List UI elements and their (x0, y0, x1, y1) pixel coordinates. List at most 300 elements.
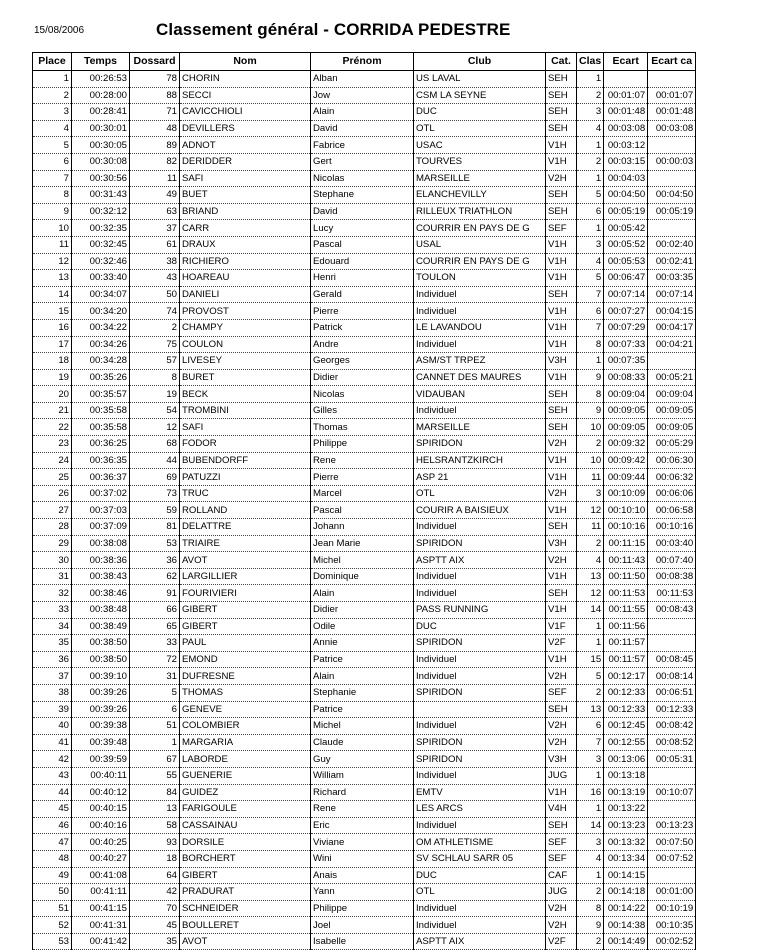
table-cell: 3 (33, 104, 72, 121)
table-cell: 00:39:26 (72, 701, 130, 718)
table-cell: 00:07:52 (648, 850, 696, 867)
table-cell: 00:07:14 (604, 286, 648, 303)
table-cell: 00:36:25 (72, 436, 130, 453)
table-cell: LIVESEY (180, 353, 311, 370)
table-cell: 25 (33, 469, 72, 486)
table-cell: 00:11:53 (604, 585, 648, 602)
table-cell: OM ATHLETISME (414, 834, 546, 851)
table-cell: PROVOST (180, 303, 311, 320)
table-cell: COURIR A BAISIEUX (414, 502, 546, 519)
table-cell: 16 (577, 784, 604, 801)
table-cell: 67 (130, 751, 180, 768)
table-cell: FODOR (180, 436, 311, 453)
table-cell: AVOT (180, 552, 311, 569)
table-cell: 88 (130, 87, 180, 104)
table-cell: 45 (130, 917, 180, 934)
table-cell: 00:11:50 (604, 568, 648, 585)
table-cell: V1H (546, 253, 577, 270)
table-cell: SEH (546, 701, 577, 718)
table-row (33, 801, 696, 818)
table-row (33, 867, 696, 884)
table-cell: SEF (546, 850, 577, 867)
table-cell: 1 (577, 353, 604, 370)
table-cell: Isabelle (311, 933, 414, 950)
table-cell: 00:03:08 (604, 120, 648, 137)
table-cell: 00:08:14 (648, 668, 696, 685)
table-cell: 61 (130, 236, 180, 253)
table-cell: 00:02:40 (648, 236, 696, 253)
table-cell: 19 (130, 386, 180, 403)
table-cell: CHAMPY (180, 319, 311, 336)
table-cell: SEF (546, 220, 577, 237)
table-cell: 00:30:01 (72, 120, 130, 137)
table-cell: 47 (33, 834, 72, 851)
table-cell: 00:07:40 (648, 552, 696, 569)
table-cell: SEF (546, 834, 577, 851)
table-cell: BOULLERET (180, 917, 311, 934)
table-cell: 27 (33, 502, 72, 519)
table-cell: DUC (414, 104, 546, 121)
table-cell: 11 (33, 236, 72, 253)
table-cell: SEH (546, 203, 577, 220)
table-cell: 00:39:26 (72, 684, 130, 701)
table-cell: 00:11:57 (604, 635, 648, 652)
table-cell: SEH (546, 120, 577, 137)
table-cell: DUFRESNE (180, 668, 311, 685)
table-cell: 23 (33, 436, 72, 453)
table-cell: 64 (130, 867, 180, 884)
table-cell: 48 (33, 850, 72, 867)
table-cell: 00:13:19 (604, 784, 648, 801)
table-cell: FOURIVIERI (180, 585, 311, 602)
table-cell: 00:39:59 (72, 751, 130, 768)
table-cell: Pierre (311, 469, 414, 486)
table-cell: JUG (546, 884, 577, 901)
table-row (33, 253, 696, 270)
table-cell: VIDAUBAN (414, 386, 546, 403)
table-cell: 6 (577, 303, 604, 320)
table-cell: 28 (33, 519, 72, 536)
table-cell: Gerald (311, 286, 414, 303)
table-row (33, 270, 696, 287)
table-cell: 35 (130, 933, 180, 950)
table-cell: V1H (546, 602, 577, 619)
table-cell: 00:32:46 (72, 253, 130, 270)
table-cell: 74 (130, 303, 180, 320)
table-cell: Individuel (414, 336, 546, 353)
col-header: Ecart (604, 53, 648, 71)
table-cell: 26 (33, 485, 72, 502)
table-cell: 00:09:44 (604, 469, 648, 486)
table-cell: 1 (33, 71, 72, 88)
table-row (33, 137, 696, 154)
table-cell: TOULON (414, 270, 546, 287)
table-cell: CHORIN (180, 71, 311, 88)
table-cell: Joel (311, 917, 414, 934)
table-cell (648, 71, 696, 88)
table-cell: 53 (33, 933, 72, 950)
col-header: Cat. (546, 53, 577, 71)
table-cell: USAC (414, 137, 546, 154)
table-cell: 00:35:57 (72, 386, 130, 403)
table-cell: GIBERT (180, 867, 311, 884)
table-cell: 00:34:26 (72, 336, 130, 353)
table-cell: V1H (546, 153, 577, 170)
table-cell: 9 (33, 203, 72, 220)
table-cell: COURRIR EN PAYS DE G (414, 220, 546, 237)
table-cell: 00:40:16 (72, 817, 130, 834)
table-cell: 00:05:53 (604, 253, 648, 270)
table-cell: RILLEUX TRIATHLON (414, 203, 546, 220)
table-cell: 00:14:22 (604, 900, 648, 917)
date-label: 15/08/2006 (34, 25, 85, 36)
table-cell: 00:35:58 (72, 419, 130, 436)
table-cell: BRIAND (180, 203, 311, 220)
table-cell: 00:01:48 (648, 104, 696, 121)
table-cell: 14 (33, 286, 72, 303)
table-cell: SEH (546, 817, 577, 834)
table-cell: 50 (33, 884, 72, 901)
table-cell: ROLLAND (180, 502, 311, 519)
table-cell: 00:39:48 (72, 734, 130, 751)
table-cell: 10 (577, 419, 604, 436)
table-row (33, 884, 696, 901)
table-cell: ASP 21 (414, 469, 546, 486)
table-cell: V4H (546, 801, 577, 818)
table-row (33, 220, 696, 237)
table-cell: 00:37:03 (72, 502, 130, 519)
table-cell: 00:36:35 (72, 452, 130, 469)
table-cell: 00:40:25 (72, 834, 130, 851)
table-cell: 1 (577, 618, 604, 635)
table-row (33, 402, 696, 419)
table-cell: 00:34:22 (72, 319, 130, 336)
table-cell: 3 (577, 834, 604, 851)
table-row (33, 71, 696, 88)
table-cell: 2 (130, 319, 180, 336)
table-cell: 00:02:41 (648, 253, 696, 270)
col-header: Clas (577, 53, 604, 71)
table-cell: V2H (546, 917, 577, 934)
table-cell: Pascal (311, 236, 414, 253)
table-cell: SEH (546, 419, 577, 436)
col-header: Place (33, 53, 72, 71)
table-cell: Pierre (311, 303, 414, 320)
table-cell: 00:34:20 (72, 303, 130, 320)
table-cell: 00:04:21 (648, 336, 696, 353)
table-cell: BUBENDORFF (180, 452, 311, 469)
table-cell: 5 (130, 684, 180, 701)
table-cell: 8 (130, 369, 180, 386)
table-cell: 00:28:41 (72, 104, 130, 121)
table-cell: 00:11:15 (604, 535, 648, 552)
table-cell: 22 (33, 419, 72, 436)
table-row (33, 104, 696, 121)
table-cell: THOMAS (180, 684, 311, 701)
table-row (33, 585, 696, 602)
table-row (33, 834, 696, 851)
table-cell: 43 (33, 767, 72, 784)
table-row (33, 850, 696, 867)
table-cell: 00:04:15 (648, 303, 696, 320)
table-cell: 00:10:10 (604, 502, 648, 519)
table-cell: Philippe (311, 900, 414, 917)
table-cell: PRADURAT (180, 884, 311, 901)
table-cell: SEH (546, 71, 577, 88)
table-cell: V3H (546, 353, 577, 370)
table-cell: 00:05:31 (648, 751, 696, 768)
table-cell: 49 (33, 867, 72, 884)
table-cell: 13 (33, 270, 72, 287)
table-cell: V1H (546, 469, 577, 486)
table-cell: 6 (33, 153, 72, 170)
table-cell: 00:05:42 (604, 220, 648, 237)
table-cell: 00:11:57 (604, 651, 648, 668)
table-cell: 16 (33, 319, 72, 336)
table-cell: 20 (33, 386, 72, 403)
table-cell: 00:03:40 (648, 535, 696, 552)
table-cell: 32 (33, 585, 72, 602)
table-cell: 5 (577, 668, 604, 685)
table-cell: 00:10:16 (648, 519, 696, 536)
table-cell: 18 (33, 353, 72, 370)
table-cell: V1H (546, 270, 577, 287)
table-cell: 6 (130, 701, 180, 718)
col-header: Prénom (311, 53, 414, 71)
table-cell: 00:09:05 (648, 419, 696, 436)
table-cell: V1H (546, 568, 577, 585)
table-cell: David (311, 120, 414, 137)
table-cell: 45 (33, 801, 72, 818)
table-cell: 71 (130, 104, 180, 121)
table-cell: 35 (33, 635, 72, 652)
table-cell: 13 (577, 701, 604, 718)
table-cell: 00:39:38 (72, 718, 130, 735)
table-cell: 1 (577, 220, 604, 237)
table-cell: AVOT (180, 933, 311, 950)
table-cell: 37 (33, 668, 72, 685)
table-cell: 6 (577, 203, 604, 220)
table-cell: CASSAINAU (180, 817, 311, 834)
table-cell: 00:05:21 (648, 369, 696, 386)
table-cell: Patrice (311, 651, 414, 668)
table-row (33, 635, 696, 652)
table-cell: 9 (577, 369, 604, 386)
table-row (33, 602, 696, 619)
table-cell: 2 (577, 684, 604, 701)
table-row (33, 120, 696, 137)
table-row (33, 933, 696, 950)
table-row (33, 469, 696, 486)
table-cell: 11 (577, 469, 604, 486)
results-table (32, 52, 696, 950)
table-cell: 9 (577, 402, 604, 419)
table-cell: 69 (130, 469, 180, 486)
table-cell: 29 (33, 535, 72, 552)
table-cell (648, 767, 696, 784)
table-cell: 00:12:33 (604, 701, 648, 718)
table-cell: 00:30:05 (72, 137, 130, 154)
table-cell: SEH (546, 585, 577, 602)
table-cell: GIBERT (180, 618, 311, 635)
table-cell: SPIRIDON (414, 535, 546, 552)
table-cell: 18 (130, 850, 180, 867)
table-cell: V2F (546, 933, 577, 950)
table-cell: 4 (577, 552, 604, 569)
table-cell: 00:01:07 (648, 87, 696, 104)
table-row (33, 319, 696, 336)
table-cell: 00:13:23 (648, 817, 696, 834)
table-cell: 00:34:07 (72, 286, 130, 303)
table-cell: 4 (577, 253, 604, 270)
table-cell: 00:08:45 (648, 651, 696, 668)
table-row (33, 900, 696, 917)
table-cell: BECK (180, 386, 311, 403)
table-cell (648, 618, 696, 635)
table-cell: David (311, 203, 414, 220)
table-cell: Gert (311, 153, 414, 170)
table-cell: SEF (546, 684, 577, 701)
table-cell: RICHIERO (180, 253, 311, 270)
table-cell: 3 (577, 236, 604, 253)
table-cell: 59 (130, 502, 180, 519)
table-row (33, 369, 696, 386)
table-cell: 2 (577, 535, 604, 552)
table-cell: 12 (130, 419, 180, 436)
table-cell: SAFI (180, 419, 311, 436)
table-cell: 19 (33, 369, 72, 386)
table-cell: 00:30:56 (72, 170, 130, 187)
table-cell: SECCI (180, 87, 311, 104)
table-cell: 00:12:55 (604, 734, 648, 751)
table-cell: 00:08:38 (648, 568, 696, 585)
table-cell: SEH (546, 286, 577, 303)
table-cell: 00:41:42 (72, 933, 130, 950)
table-cell: 00:26:53 (72, 71, 130, 88)
table-cell: 89 (130, 137, 180, 154)
table-cell: BURET (180, 369, 311, 386)
table-cell: 39 (33, 701, 72, 718)
table-cell: 13 (577, 568, 604, 585)
table-cell: ELANCHEVILLY (414, 187, 546, 204)
table-cell: SPIRIDON (414, 436, 546, 453)
table-cell: 00:38:50 (72, 635, 130, 652)
table-cell: 00:10:07 (648, 784, 696, 801)
table-row (33, 651, 696, 668)
table-cell: 00:28:00 (72, 87, 130, 104)
table-cell: 00:07:50 (648, 834, 696, 851)
table-cell: V1H (546, 502, 577, 519)
table-cell: Annie (311, 635, 414, 652)
table-cell: 00:04:17 (648, 319, 696, 336)
table-cell: DRAUX (180, 236, 311, 253)
table-cell: 66 (130, 602, 180, 619)
table-row (33, 386, 696, 403)
table-row (33, 701, 696, 718)
table-cell: 00:05:19 (648, 203, 696, 220)
table-cell (648, 220, 696, 237)
table-cell: LE LAVANDOU (414, 319, 546, 336)
table-cell: GUENERIE (180, 767, 311, 784)
table-cell: LABORDE (180, 751, 311, 768)
table-row (33, 170, 696, 187)
table-cell: 00:08:42 (648, 718, 696, 735)
table-cell: 00:05:52 (604, 236, 648, 253)
table-cell: HOAREAU (180, 270, 311, 287)
table-cell: 43 (130, 270, 180, 287)
table-cell: Individuel (414, 767, 546, 784)
table-cell: 00:39:10 (72, 668, 130, 685)
table-cell: V2H (546, 552, 577, 569)
table-cell: EMTV (414, 784, 546, 801)
table-cell: 00:40:11 (72, 767, 130, 784)
table-cell: 41 (33, 734, 72, 751)
table-cell: 1 (577, 801, 604, 818)
table-cell: US LAVAL (414, 71, 546, 88)
table-cell: 00:10:16 (604, 519, 648, 536)
table-row (33, 236, 696, 253)
table-cell: 00:07:29 (604, 319, 648, 336)
table-cell: 14 (577, 602, 604, 619)
table-cell: 7 (577, 319, 604, 336)
col-header: Club (414, 53, 546, 71)
table-cell: Yann (311, 884, 414, 901)
table-cell: 00:13:32 (604, 834, 648, 851)
table-cell: 51 (33, 900, 72, 917)
table-cell: 00:40:27 (72, 850, 130, 867)
table-cell: SEH (546, 187, 577, 204)
table-cell: 00:03:35 (648, 270, 696, 287)
table-cell: 8 (577, 386, 604, 403)
table-cell: Pascal (311, 502, 414, 519)
table-cell: 00:05:29 (648, 436, 696, 453)
table-cell: TRUC (180, 485, 311, 502)
table-cell: SEH (546, 87, 577, 104)
table-cell: 52 (33, 917, 72, 934)
table-cell: 00:08:43 (648, 602, 696, 619)
table-cell: Individuel (414, 303, 546, 320)
table-cell: MARSEILLE (414, 419, 546, 436)
table-cell: PATUZZI (180, 469, 311, 486)
table-cell: BUET (180, 187, 311, 204)
table-cell: 40 (33, 718, 72, 735)
table-cell: DUC (414, 867, 546, 884)
table-cell: SPIRIDON (414, 751, 546, 768)
table-cell: 00:01:07 (604, 87, 648, 104)
table-cell: 00:01:00 (648, 884, 696, 901)
table-cell: PAUL (180, 635, 311, 652)
table-cell: PASS RUNNING (414, 602, 546, 619)
table-row (33, 568, 696, 585)
table-cell: Individuel (414, 668, 546, 685)
table-cell (648, 867, 696, 884)
table-row (33, 718, 696, 735)
table-cell: V1H (546, 303, 577, 320)
table-cell: 00:06:51 (648, 684, 696, 701)
table-cell: 82 (130, 153, 180, 170)
table-cell: Richard (311, 784, 414, 801)
table-cell: V2H (546, 668, 577, 685)
table-cell: Alban (311, 71, 414, 88)
table-cell: Odile (311, 618, 414, 635)
table-cell: 00:32:35 (72, 220, 130, 237)
table-row (33, 917, 696, 934)
table-cell: 00:10:19 (648, 900, 696, 917)
table-cell: Michel (311, 552, 414, 569)
table-cell: 10 (577, 452, 604, 469)
table-cell: 53 (130, 535, 180, 552)
table-cell: 00:35:58 (72, 402, 130, 419)
